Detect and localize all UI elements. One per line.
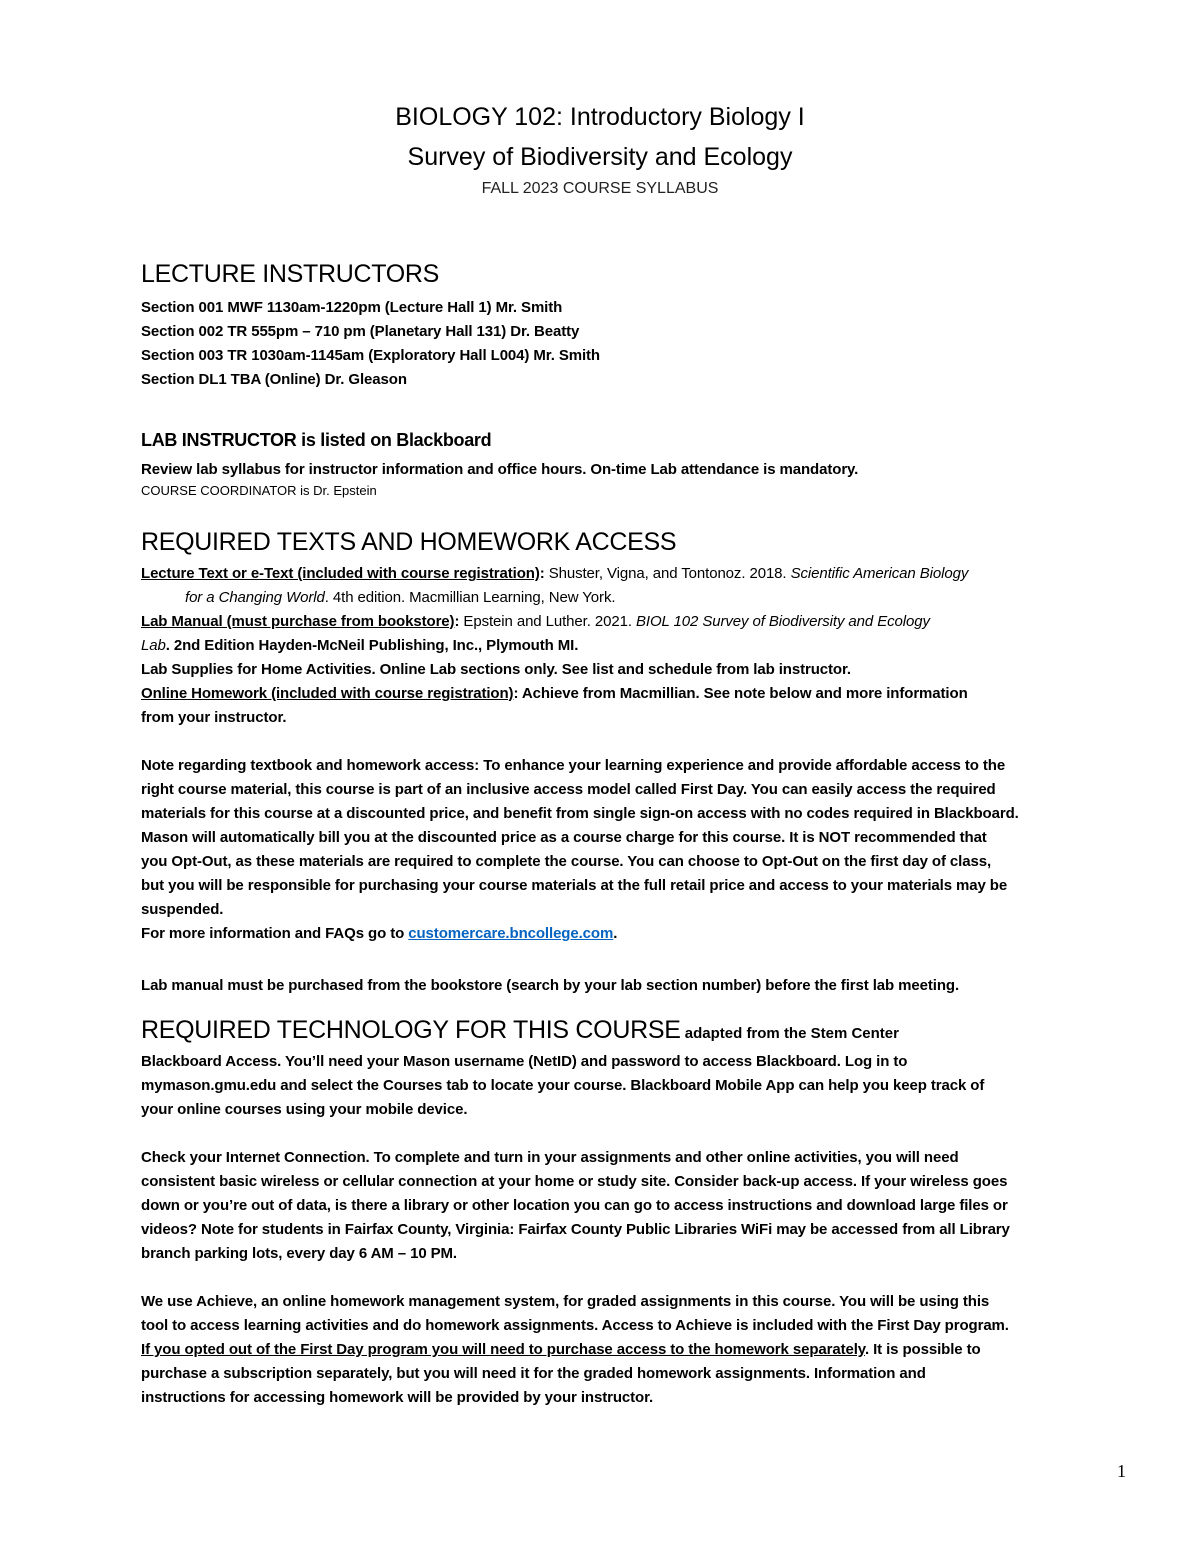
lecture-text-label: Lecture Text or e-Text (included with course registration) — [141, 565, 540, 582]
achieve-line: purchase a subscription separately, but you will need it for the graded homework assignments. Information and — [141, 1365, 926, 1382]
online-homework-label: Online Homework (included with course registration) — [141, 685, 514, 702]
lab-manual-title-2: Lab — [141, 637, 166, 654]
lab-manual-purchase-note: Lab manual must be purchased from the bookstore (search by your lab section number) before the first lab meeting. — [141, 977, 960, 994]
blackboard-line: mymason.gmu.edu and select the Courses tab to locate your course. Blackboard Mobile App can help you keep track of — [141, 1077, 985, 1094]
faq-suffix: . — [613, 925, 618, 942]
lab-manual-authors: Epstein and Luther. 2021. — [459, 613, 636, 630]
lecture-section-001: Section 001 MWF 1130am-1220pm (Lecture Hall 1) Mr. Smith — [141, 299, 563, 316]
faq-link[interactable]: customercare.bncollege.com — [408, 925, 614, 942]
achieve-paragraph — [141, 1290, 1131, 1410]
lecture-text-title-1: Scientific American Biology — [790, 565, 969, 582]
lecture-section-003: Section 003 TR 1030am-1145am (Exploratory Hall L004) Mr. Smith — [141, 347, 600, 364]
internet-line: videos? Note for students in Fairfax County, Virginia: Fairfax County Public Libraries WiFi may be accessed from all Library — [141, 1221, 1010, 1238]
internet-line: down or you’re out of data, is there a library or other location you can go to access instructions and download large files or — [141, 1197, 1008, 1214]
lecture-section-dl1: Section DL1 TBA (Online) Dr. Gleason — [141, 371, 407, 388]
lab-instructor-heading: LAB INSTRUCTOR is listed on Blackboard — [141, 430, 492, 450]
access-note-paragraph — [141, 754, 1131, 922]
achieve-line-3-rest: . It is possible to — [864, 1341, 981, 1358]
lecture-section-002: Section 002 TR 555pm – 710 pm (Planetary Hall 131) Dr. Beatty — [141, 323, 580, 340]
required-technology-source: adapted from the Stem Center — [680, 1025, 899, 1042]
achieve-opt-out-warning: If you opted out of the First Day program you will need to purchase access to the homework separately — [141, 1341, 865, 1358]
access-note-line: Note regarding textbook and homework access: To enhance your learning experience and provide affordable access to the — [141, 757, 1006, 774]
title-block — [0, 100, 1200, 200]
internet-line: branch parking lots, every day 6 AM – 10 PM. — [141, 1245, 457, 1262]
lab-manual-colon: : — [454, 613, 460, 630]
blackboard-line: Blackboard Access. You’ll need your Mason username (NetID) and password to access Blackboard. Log in to — [141, 1053, 908, 1070]
lecture-instructors-heading: LECTURE INSTRUCTORS — [141, 260, 440, 288]
online-homework-entry — [141, 682, 1131, 706]
access-note-line: but you will be responsible for purchasing your course materials at the full retail price and access to your materials may be — [141, 877, 1008, 894]
lab-supplies: Lab Supplies for Home Activities. Online Lab sections only. See list and schedule from lab instructor. — [141, 661, 851, 678]
lecture-text-title-2: for a Changing World — [185, 589, 325, 606]
access-note-line: you Opt-Out, as these materials are required to complete the course. You can choose to Opt-Out on the first day of class, — [141, 853, 992, 870]
blackboard-line: your online courses using your mobile device. — [141, 1101, 468, 1118]
lecture-text-authors: Shuster, Vigna, and Tontonoz. 2018. — [544, 565, 791, 582]
faq-prefix: For more information and FAQs go to — [141, 925, 409, 942]
lab-manual-title-1: BIOL 102 Survey of Biodiversity and Ecology — [635, 613, 930, 630]
course-subtitle: Survey of Biodiversity and Ecology — [407, 143, 793, 171]
faq-line — [141, 922, 1131, 946]
internet-paragraph — [141, 1146, 1131, 1266]
online-homework-rest-1: Achieve from Macmillian. See note below and more information — [518, 685, 968, 702]
lab-manual-rest: . 2nd Edition Hayden-McNeil Publishing, Inc., Plymouth MI. — [165, 637, 579, 654]
blackboard-paragraph — [141, 1050, 1131, 1122]
lecture-text-entry-cont — [141, 586, 1131, 610]
online-homework-colon: : — [513, 685, 519, 702]
syllabus-term: FALL 2023 COURSE SYLLABUS — [481, 180, 719, 197]
achieve-line: tool to access learning activities and do homework assignments. Access to Achieve is included with the First Day program. — [141, 1317, 1009, 1334]
achieve-line — [141, 1338, 1131, 1362]
page-number: 1 — [1117, 1461, 1126, 1481]
internet-line: Check your Internet Connection. To complete and turn in your assignments and other online activities, you will need — [141, 1149, 959, 1166]
lecture-text-colon: : — [539, 565, 545, 582]
access-note-line: right course material, this course is part of an inclusive access model called First Day. You can easily access the required — [141, 781, 996, 798]
course-title: BIOLOGY 102: Introductory Biology I — [395, 103, 805, 131]
lecture-text-rest: . 4th edition. Macmillian Learning, New York. — [324, 589, 616, 606]
required-texts-heading: REQUIRED TEXTS AND HOMEWORK ACCESS — [141, 528, 677, 556]
achieve-line: instructions for accessing homework will be provided by your instructor. — [141, 1389, 654, 1406]
lecture-text-entry — [141, 562, 1131, 586]
lab-manual-label: Lab Manual (must purchase from bookstore) — [141, 613, 455, 630]
access-note-line: Mason will automatically bill you at the discounted price as a course charge for this course. It is NOT recommended that — [141, 829, 987, 846]
lab-manual-entry-cont — [141, 634, 1131, 658]
achieve-line: We use Achieve, an online homework management system, for graded assignments in this course. You will be using this — [141, 1293, 990, 1310]
online-homework-rest-2: from your instructor. — [141, 709, 287, 726]
internet-line: consistent basic wireless or cellular connection at your home or study site. Consider back-up access. If your wireless goes — [141, 1173, 1008, 1190]
page-content — [141, 100, 1131, 1410]
access-note-line: materials for this course at a discounted price, and benefit from single sign-on access with no codes required in Blackboard. — [141, 805, 1019, 822]
required-technology-title: REQUIRED TECHNOLOGY FOR THIS COURSE — [141, 1016, 681, 1044]
required-technology-heading — [141, 1014, 1131, 1050]
course-coordinator: COURSE COORDINATOR is Dr. Epstein — [141, 483, 377, 498]
lab-syllabus-note: Review lab syllabus for instructor information and office hours. On-time Lab attendance is mandatory. — [141, 461, 859, 478]
lab-manual-entry — [141, 610, 1131, 634]
access-note-line: suspended. — [141, 901, 224, 918]
